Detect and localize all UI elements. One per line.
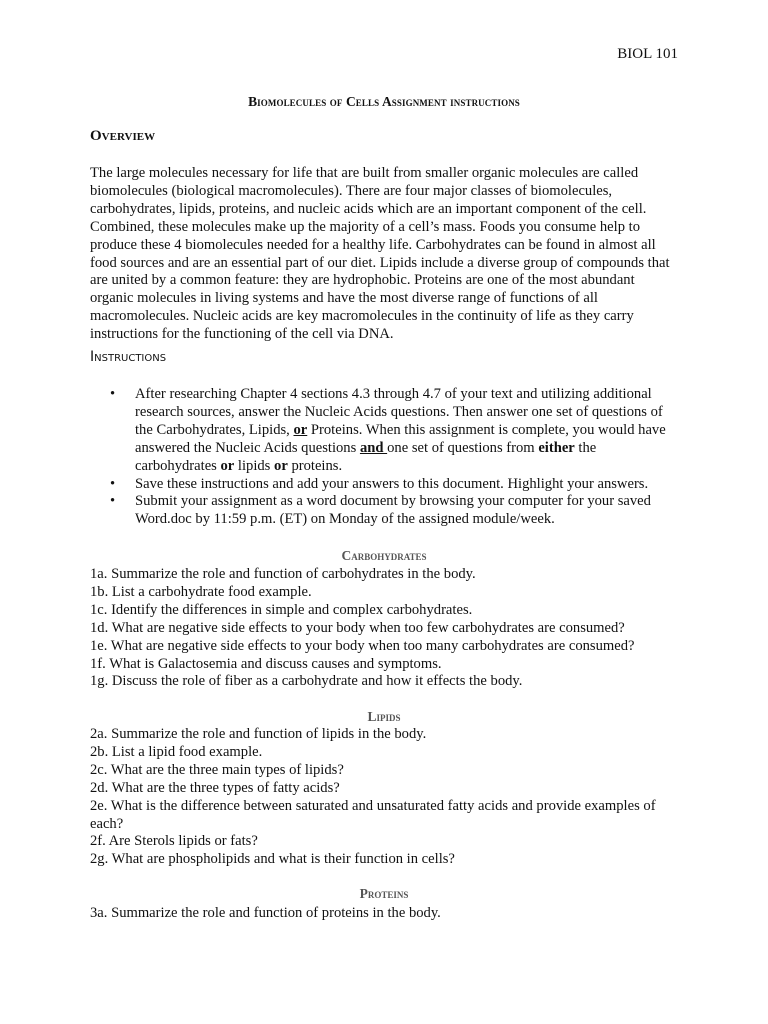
question-item: 2a. Summarize the role and function of lipids in the body. <box>90 726 427 742</box>
question-item: 2b. List a lipid food example. <box>90 743 263 760</box>
proteins-questions <box>90 905 680 923</box>
instruction-text: Proteins. When this assignment is complete, you would have answered the Nucleic Acids questions <box>135 421 666 456</box>
question-item: 2d. What are the three types of fatty acids? <box>90 779 340 796</box>
proteins-heading: Proteins <box>359 886 409 901</box>
instructions-heading: Instructions <box>90 349 167 365</box>
document-title: Biomolecules of Cells Assignment instructions <box>248 94 520 109</box>
question-item: 2c. What are the three main types of lipids? <box>90 761 344 778</box>
instruction-text: the carbohydrates <box>135 439 597 474</box>
instruction-item <box>110 476 680 494</box>
bullet-icon: • <box>110 475 116 492</box>
question-item: 3a. Summarize the role and function of proteins in the body. <box>90 905 441 921</box>
course-code: BIOL 101 <box>617 46 678 62</box>
question-item: 1b. List a carbohydrate food example. <box>90 583 312 600</box>
instructions-list <box>110 386 680 529</box>
emphasis-or: or <box>274 457 288 474</box>
emphasis-or: or <box>293 421 308 438</box>
emphasis-either: either <box>538 439 575 456</box>
emphasis-and: and <box>359 439 388 456</box>
instruction-text: one set of questions from <box>387 439 539 456</box>
instruction-text: Submit your assignment as a word document by browsing your computer for your saved Word.doc by 11:59 p.m. (ET) on Monday of the assigned module/week. <box>135 493 651 528</box>
overview-paragraph: The large molecules necessary for life that are built from smaller organic molecules are called biomolecules (biological macromolecules). There are four major classes of biomolecules, carbohydrates, lipids, proteins, and nucleic acids which are an important component of the cell. Combined, these molecules make up the majority of a cell’s mass. Foods you consume help to produce these 4 biomolecules needed for a healthy life. Carbohydrates can be found in almost all food sources and are an essential part of our diet. Lipids include a diverse group of compounds that are united by a common feature: they are hydrophobic. Proteins are one of the most abundant organic molecules in living systems and have the most diverse range of functions of all macromolecules. Nucleic acids are key macromolecules in the continuity of life as they carry instructions for the functioning of the cell via DNA. <box>90 165 670 343</box>
question-item: 1f. What is Galactosemia and discuss causes and symptoms. <box>90 655 442 672</box>
question-item: 2f. Are Sterols lipids or fats? <box>90 833 258 850</box>
question-item: 1a. Summarize the role and function of carbohydrates in the body. <box>90 566 476 582</box>
question-item: 2g. What are phospholipids and what is their function in cells? <box>90 851 455 868</box>
instruction-item <box>110 386 680 476</box>
question-item: 1g. Discuss the role of fiber as a carbohydrate and how it effects the body. <box>90 673 523 690</box>
instruction-text: After researching Chapter 4 sections 4.3 through 4.7 of your text and utilizing additional research sources, answer the Nucleic Acids questions. Then answer one set of questions of the Carbohydrates, Lipids, <box>135 386 663 438</box>
instruction-text: proteins. <box>287 457 343 474</box>
instruction-text: lipids <box>234 457 275 474</box>
question-item: 1d. What are negative side effects to your body when too few carbohydrates are consumed? <box>90 619 625 636</box>
carbohydrates-questions <box>90 566 680 691</box>
instruction-text: Save these instructions and add your answers to this document. Highlight your answers. <box>135 475 649 492</box>
carbohydrates-heading: Carbohydrates <box>341 548 427 563</box>
emphasis-or: or <box>220 457 235 474</box>
bullet-icon: • <box>110 386 116 402</box>
lipids-heading: Lipids <box>367 709 401 724</box>
lipids-questions <box>90 726 680 869</box>
bullet-icon: • <box>110 493 116 510</box>
overview-heading: Overview <box>90 128 156 144</box>
question-item: 1e. What are negative side effects to your body when too many carbohydrates are consumed? <box>90 637 635 654</box>
question-item: 1c. Identify the differences in simple and complex carbohydrates. <box>90 601 473 618</box>
question-item: 2e. What is the difference between saturated and unsaturated fatty acids and provide examples of each? <box>90 797 656 832</box>
instruction-item <box>110 493 680 529</box>
